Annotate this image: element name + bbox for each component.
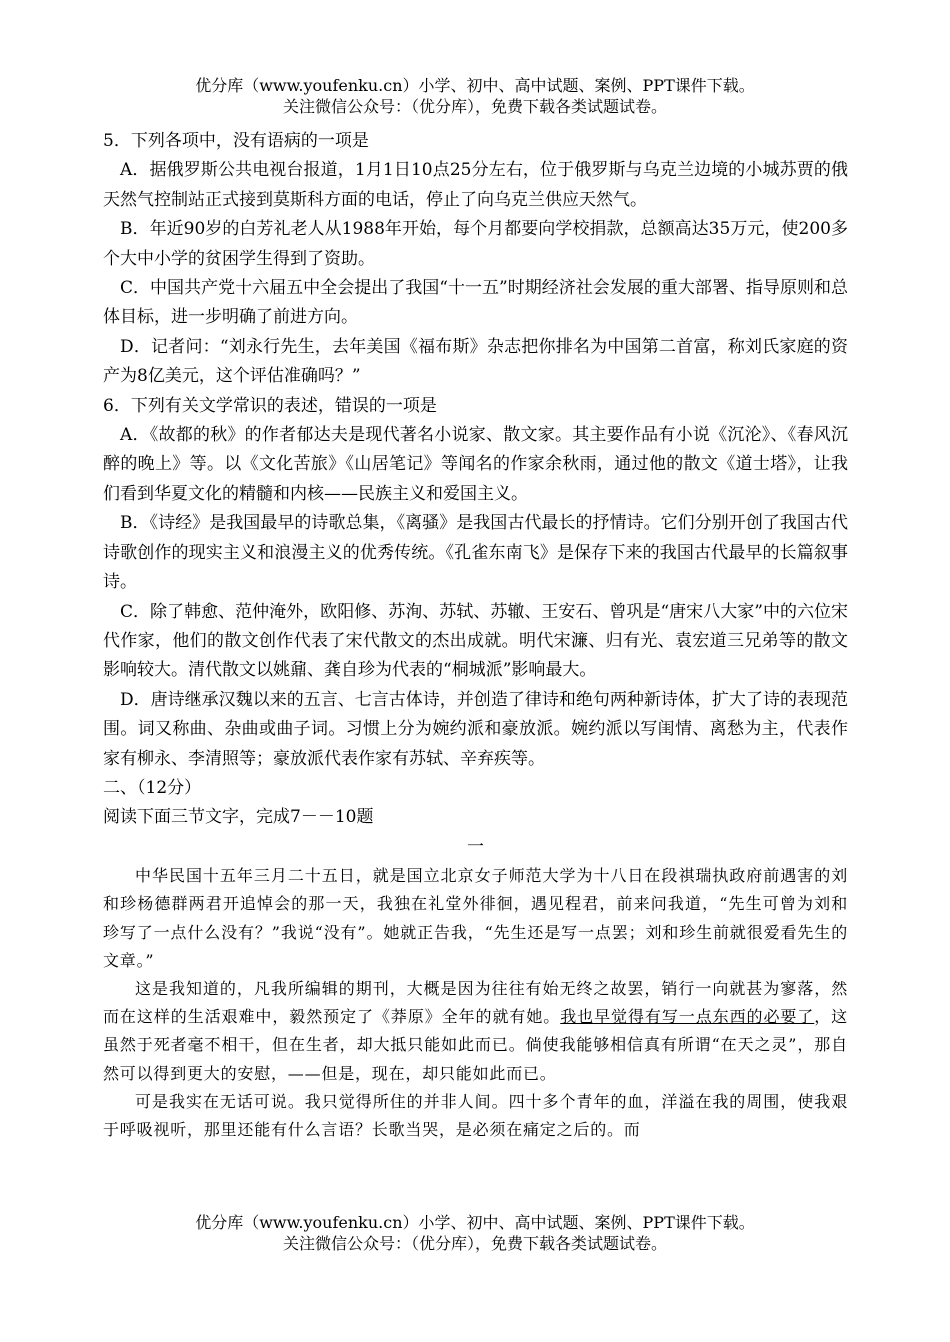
question-6-option-c: C．除了韩愈、范仲淹外，欧阳修、苏洵、苏轼、苏辙、王安石、曾巩是“唐宋八大家”中的六位宋代作家，他们的散文创作代表了宋代散文的杰出成就。明代宋濂、归有光、袁宏道三兄弟等的散文影响较大。清代散文以姚鼐、龚自珍为代表的“桐城派”影响最大。 bbox=[103, 601, 848, 681]
section-2-title: 二、（12分） bbox=[103, 777, 202, 798]
page-content bbox=[103, 127, 848, 1144]
question-6-option-d: D．唐诗继承汉魏以来的五言、七言古体诗，并创造了律诗和绝句两种新诗体，扩大了诗的表现范围。词又称曲、杂曲或曲子词。习惯上分为婉约派和豪放派。婉约派以写闺情、离愁为主，代表作家有柳永、李清照等；豪放派代表作家有苏轼、辛弃疾等。 bbox=[103, 689, 848, 769]
passage-paragraph-2 bbox=[103, 975, 848, 1088]
passage-paragraph-2-part-2: ，这虽然于死者毫不相干，但在生者，却大抵只能如此而已。倘使我能够相信真有所谓“在天之灵”，那自然可以得到更大的安慰，——但是，现在，却只能如此而已。 bbox=[103, 1007, 848, 1083]
passage-paragraph-3: 可是我实在无话可说。我只觉得所住的并非人间。四十多个青年的血，洋溢在我的周围，使我艰于呼吸视听，那里还能有什么言语？长歌当哭，是必须在痛定之后的。而 bbox=[103, 1091, 848, 1139]
question-6-option-a: A．《故都的秋》的作者郁达夫是现代著名小说家、散文家。其主要作品有小说《沉沦》、《春风沉醉的晚上》等。以《文化苦旅》《山居笔记》等闻名的作家余秋雨，通过他的散文《道士塔》，让我们看到华夏文化的精髓和内核——民族主义和爱国主义。 bbox=[103, 425, 848, 504]
question-5-option-c: C．中国共产党十六届五中全会提出了我国“十一五”时期经济社会发展的重大部署、指导原则和总体目标，进一步明确了前进方向。 bbox=[103, 278, 848, 328]
question-5-option-b: B．年近90岁的白芳礼老人从1988年开始，每个月都要向学校捐款，总额高达35万元，使200多个大中小学的贫困学生得到了资助。 bbox=[103, 219, 848, 269]
question-6-stem: 6．下列有关文学常识的表述，错误的一项是 bbox=[103, 395, 437, 416]
footer-line-1: 优分库（www.youfenku.cn）小学、初中、高中试题、案例、PPT课件下载。 bbox=[195, 1213, 755, 1232]
question-5-stem: 5．下列各项中，没有语病的一项是 bbox=[103, 131, 369, 151]
question-5-option-a: A．据俄罗斯公共电视台报道，1月1日10点25分左右，位于俄罗斯与乌克兰边境的小城苏贾的俄天然气控制站正式接到莫斯科方面的电话，停止了向乌克兰供应天然气。 bbox=[103, 160, 848, 210]
page-footer bbox=[0, 1212, 950, 1254]
underlined-sentence: 我也早觉得有写一点东西的必要了 bbox=[560, 1007, 815, 1027]
question-5-option-d: D．记者问：“刘永行先生，去年美国《福布斯》杂志把你排名为中国第二首富，称刘氏家庭的资产为8亿美元，这个评估准确吗？” bbox=[103, 336, 848, 387]
header-line-2: 关注微信公众号：（优分库），免费下载各类试题试卷。 bbox=[282, 97, 667, 116]
footer-line-2: 关注微信公众号：（优分库），免费下载各类试题试卷。 bbox=[282, 1234, 667, 1253]
passage-paragraph-2-part-1: 这是我知道的，凡我所编辑的期刊，大概是因为往往有始无终之故罢，销行一向就甚为寥落，然而在这样的生活艰难中，毅然预定了《莽原》全年的就有她。 bbox=[103, 978, 848, 1027]
passage-part-number: 一 bbox=[467, 836, 484, 857]
section-2-instruction: 阅读下面三节文字，完成7－－10题 bbox=[103, 807, 374, 828]
question-6-option-b: B．《诗经》是我国最早的诗歌总集，《离骚》是我国古代最长的抒情诗。它们分别开创了我国古代诗歌创作的现实主义和浪漫主义的优秀传统。《孔雀东南飞》是保存下来的我国古代最早的长篇叙事诗。 bbox=[103, 513, 848, 593]
passage-paragraph-1: 中华民国十五年三月二十五日，就是国立北京女子师范大学为十八日在段祺瑞执政府前遇害的刘和珍杨德群两君开追悼会的那一天，我独在礼堂外徘徊，遇见程君，前来问我道，“先生可曾为刘和珍写了一点什么没有？”我说“没有”。她就正告我，“先生还是写一点罢；刘和珍生前就很爱看先生的文章。” bbox=[103, 866, 848, 970]
header-line-1: 优分库（www.youfenku.cn）小学、初中、高中试题、案例、PPT课件下载。 bbox=[195, 76, 755, 95]
page-header bbox=[0, 75, 950, 117]
